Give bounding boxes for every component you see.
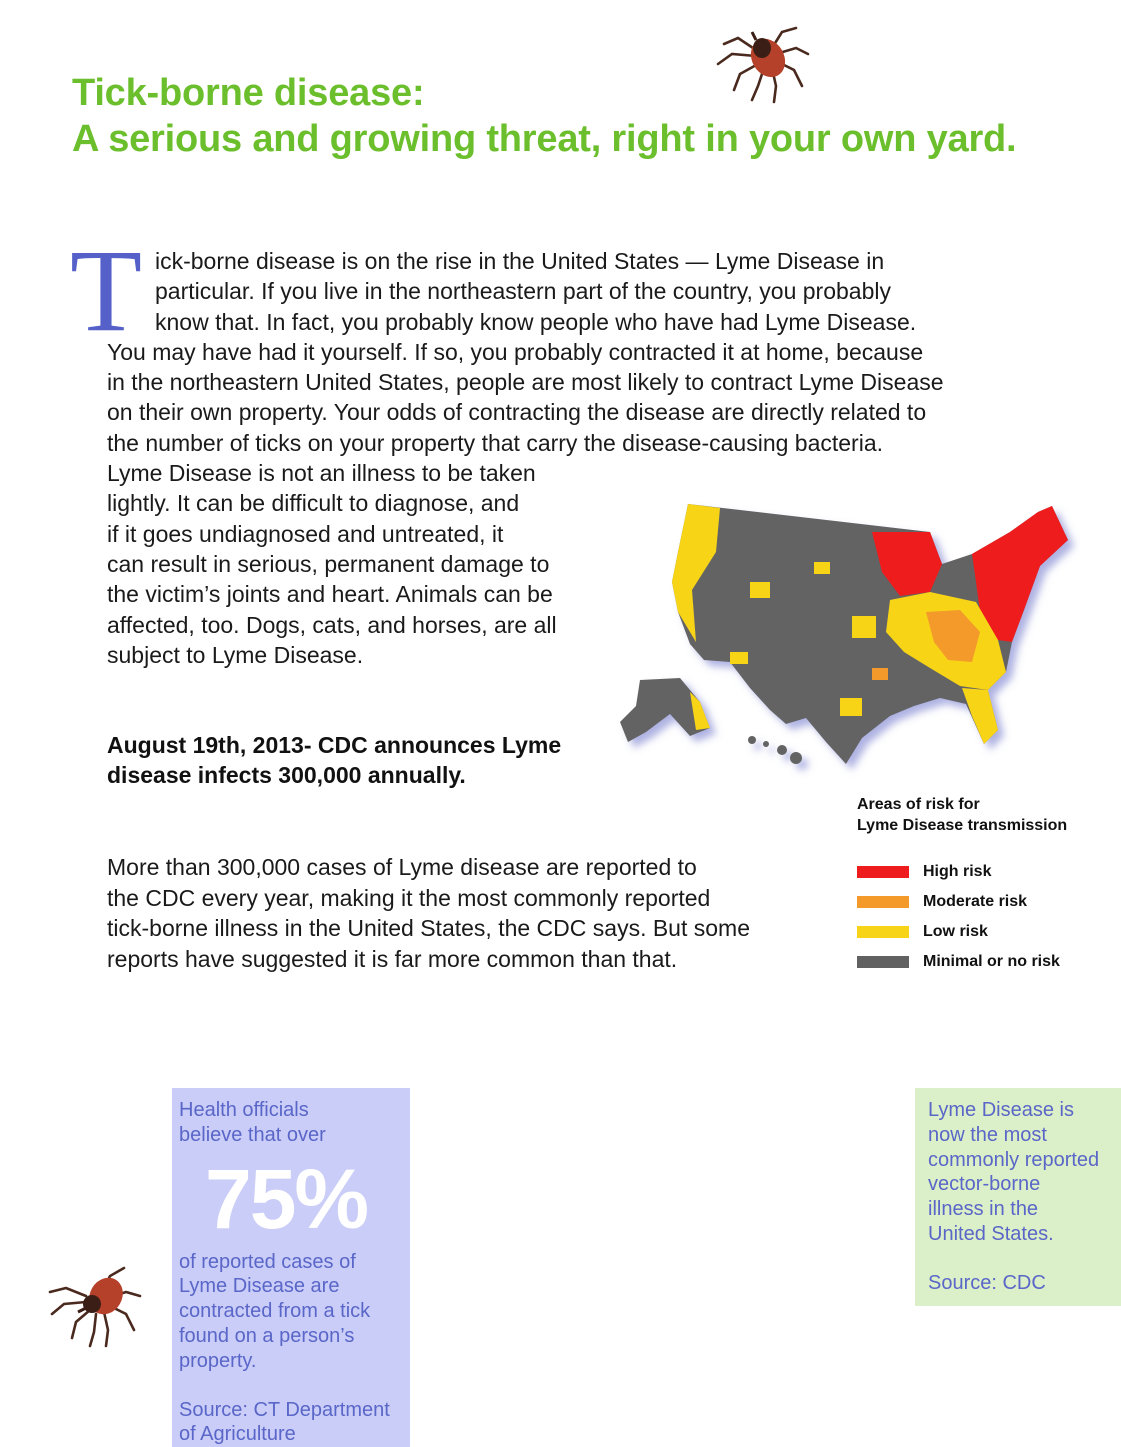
headline-line-2: disease infects 300,000 annually. [107,762,466,788]
intro-line: in the northeastern United States, people are most likely to contract Lyme Disease [107,369,944,396]
legend-swatch [857,926,909,938]
cdc-line: More than 300,000 cases of Lyme disease are reported to [107,854,697,880]
legend-swatch [857,896,909,908]
drop-cap: T [70,225,143,356]
legend-label: High risk [923,863,992,880]
fact-line: United States. [928,1222,1054,1245]
cdc-line: the CDC every year, making it the most commonly reported [107,884,711,911]
us-risk-map [600,492,1080,782]
intro-line: affected, too. Dogs, cats, and horses, are all [107,611,557,638]
intro-line: Lyme Disease is not an illness to be taken [107,460,536,487]
headline-line-1: August 19th, 2013- CDC announces Lyme [107,732,562,758]
stat-percentage: 75% [205,1151,368,1246]
fact-line: illness in the [928,1198,1039,1221]
intro-line: the victim’s joints and heart. Animals can be [107,581,553,608]
fact-line: Lyme Disease is [928,1099,1074,1121]
legend-title-line-2: Lyme Disease transmission [857,817,1068,834]
intro-line: can result in serious, permanent damage to [107,550,550,577]
legend-item-moderate-risk [857,887,1107,917]
legend-label: Minimal or no risk [923,953,1060,970]
stat-detail-line: of reported cases of [179,1250,356,1273]
cdc-line: tick-borne illness in the United States, the CDC says. But some [107,915,751,941]
legend-list [857,857,1107,977]
stat-detail-line: found on a person’s [179,1324,355,1347]
stat-detail-line: Lyme Disease are [179,1275,340,1298]
legend-label: Low risk [923,923,988,940]
stat-source-line: of Agriculture [179,1423,296,1446]
legend-title-line-1: Areas of risk for [857,796,980,813]
cdc-line: reports have suggested it is far more common than that. [107,945,678,972]
stat-intro-line: Health officials [179,1099,309,1121]
intro-line: particular. If you live in the northeastern part of the country, you probably [155,278,891,305]
intro-line: on their own property. Your odds of contracting the disease are directly related to [107,399,927,426]
page-title [72,70,1016,162]
fact-line: vector-borne [928,1173,1041,1196]
intro-line: know that. In fact, you probably know people who have had Lyme Disease. [155,308,917,335]
fact-line: commonly reported [928,1148,1100,1171]
fact-source: Source: CDC [928,1271,1046,1294]
cdc-paragraph [107,852,827,974]
stat-callout-box [172,1088,410,1447]
map-legend [857,794,1107,977]
legend-item-minimal-risk [857,947,1107,977]
intro-line: ick-borne disease is on the rise in the United States — Lyme Disease in [155,248,885,274]
tick-icon [712,8,812,104]
intro-line: the number of ticks on your property that carry the disease-causing bacteria. [107,429,884,456]
legend-label: Moderate risk [923,893,1028,910]
title-line-1: Tick-borne disease: [72,72,425,114]
stat-source-line: Source: CT Department [179,1398,390,1421]
intro-line: You may have had it yourself. If so, you probably contracted it at home, because [107,338,924,365]
legend-swatch [857,956,909,968]
legend-item-high-risk [857,857,1107,887]
stat-detail-line: contracted from a tick [179,1300,371,1323]
stat-intro-line: believe that over [179,1123,326,1146]
stat-source [179,1398,403,1447]
news-headline [107,730,627,790]
tick-icon [44,1252,148,1348]
intro-line: subject to Lyme Disease. [107,641,364,668]
fact-callout-box [915,1088,1121,1306]
intro-line: if it goes undiagnosed and untreated, it [107,520,504,547]
legend-swatch [857,866,909,878]
title-line-2: A serious and growing threat, right in your own yard. [72,118,1017,160]
stat-detail-line: property. [179,1349,257,1372]
legend-title [857,794,1107,836]
legend-item-low-risk [857,917,1107,947]
fact-line: now the most [928,1123,1047,1146]
intro-line: lightly. It can be difficult to diagnose, and [107,490,520,517]
